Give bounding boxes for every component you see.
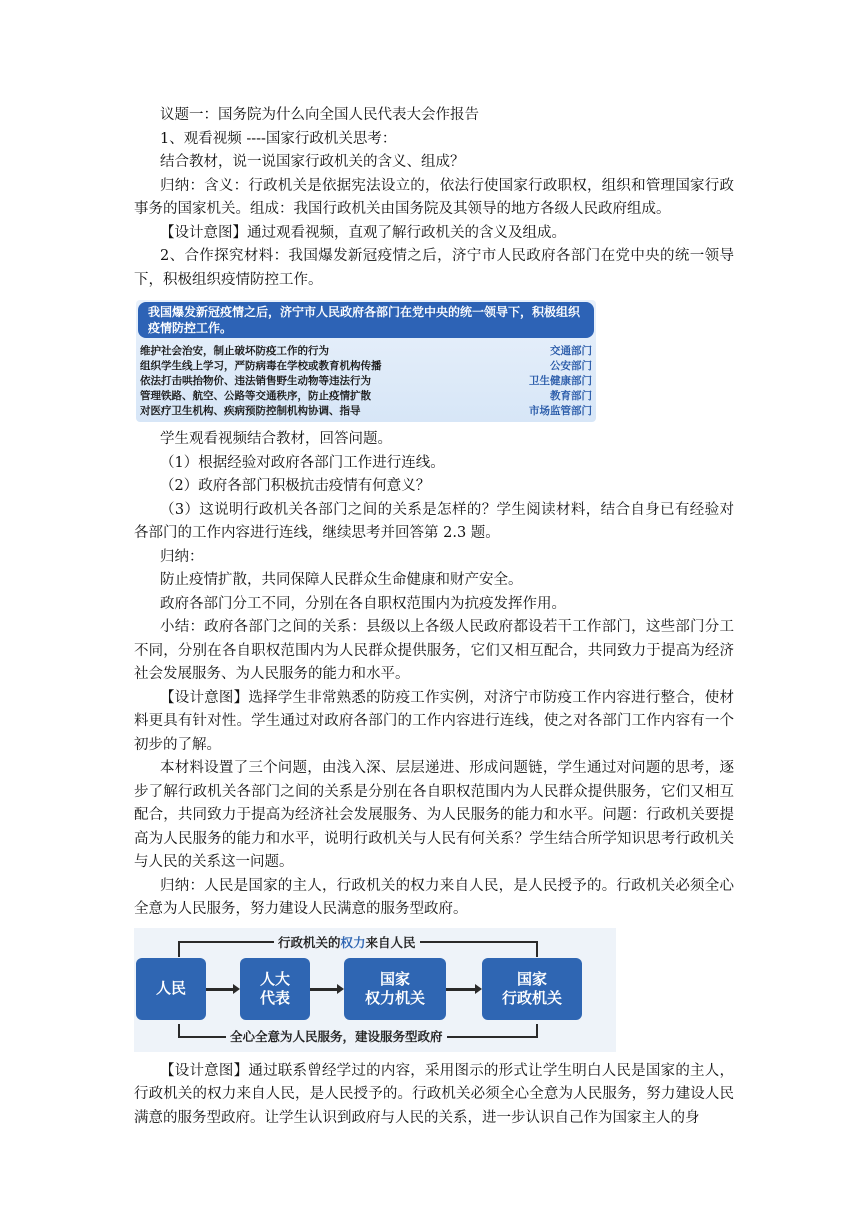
department-item: 公安部门 (550, 360, 592, 372)
paragraph: 政府各部门分工不同，分别在各自职权范围内为抗疫发挥作用。 (160, 595, 566, 612)
paragraph: 议题一：国务院为什么向全国人民代表大会作报告 (160, 107, 479, 123)
paragraph: （3）这说明行政机关各部门之间的关系是怎样的？学生阅读材料，结合自身已有经验对各部门的工作内容进行连线，继续思考并回答第 2.3 题。 (134, 501, 734, 541)
paragraph: 学生观看视频结合教材，回答问题。 (160, 431, 392, 447)
paragraph: 结合教材，说一说国家行政机关的含义、组成？ (160, 154, 465, 170)
figure1-row (140, 344, 592, 359)
top-label: 行政机关的权力来自人民 (274, 933, 420, 951)
paragraph: 归纳：人民是国家的主人，行政机关的权力来自人民，是人民授予的。行政机关必须全心全意为人民服务，努力建设人民满意的服务型政府。 (134, 877, 734, 917)
paragraph: （2）政府各部门积极抗击疫情有何意义？ (160, 478, 431, 494)
paragraph: 【设计意图】通过联系曾经学过的内容，采用图示的形式让学生明白人民是国家的主人，行政机关的权力来自人民，是人民授予的。行政机关必须全心全意为人民服务，努力建设人民满意的服务型政府。让学生认识到政府与人民的关系，进一步认识自己作为国家主人的身 (134, 1062, 734, 1126)
box-npc-deputies: 人大 代表 (240, 958, 310, 1020)
figure1-row (140, 359, 592, 374)
section-a (134, 104, 734, 292)
document-page (134, 104, 734, 1130)
figure1-row (140, 389, 592, 404)
figure-department-matching (136, 300, 596, 422)
department-item: 交通部门 (550, 345, 592, 357)
paragraph: 小结：政府各部门之间的关系：县级以上各级人民政府都设若干工作部门，这些部门分工不同，分别在各自职权范围内为人民群众提供服务，它们又相互配合，共同致力于提高为经济社会发展服务、为人民服务的能力和水平。 (134, 619, 734, 682)
paragraph: （1）根据经验对政府各部门工作进行连线。 (160, 454, 445, 471)
paragraph: 【设计意图】选择学生非常熟悉的防疫工作实例，对济宁市防疫工作内容进行整合，使材料更具有针对性。学生通过对政府各部门的工作内容进行连线，使之对各部门工作内容有一个初步的了解。 (134, 689, 734, 753)
paragraph: 防止疫情扩散，共同保障人民群众生命健康和财产安全。 (160, 572, 523, 588)
section-c (134, 1060, 734, 1131)
paragraph: 归纳：含义：行政机关是依据宪法设立的，依法行使国家行政职权，组织和管理国家行政事务的国家机关。组成：我国行政机关由国务院及其领导的地方各级人民政府组成。 (134, 177, 734, 217)
work-item: 管理铁路、航空、公路等交通秩序，防止疫情扩散 (140, 390, 371, 402)
bottom-label: 全心全意为人民服务，建设服务型政府 (226, 1027, 447, 1045)
paragraph: 【设计意图】通过观看视频，直观了解行政机关的含义及组成。 (160, 224, 566, 241)
work-item: 依法打击哄抬物价、违法销售野生动物等违法行为 (140, 375, 371, 387)
figure-power-diagram (134, 928, 616, 1052)
section-b (134, 428, 734, 922)
box-people: 人民 (136, 958, 206, 1020)
department-item: 教育部门 (550, 390, 592, 402)
paragraph: 归纳： (160, 548, 204, 565)
box-state-power-organ: 国家 权力机关 (344, 958, 446, 1020)
figure1-header: 我国爆发新冠疫情之后，济宁市人民政府各部门在党中央的统一领导下，积极组织疫情防控工作。 (138, 302, 594, 338)
department-item: 市场监管部门 (529, 405, 592, 417)
figure1-row (140, 374, 592, 389)
arrow-right-icon (310, 988, 338, 991)
arrow-right-icon (206, 988, 234, 991)
paragraph: 本材料设置了三个问题，由浅入深、层层递进、形成问题链，学生通过对问题的思考，逐步了解行政机关各部门之间的关系是分别在各自职权范围内为人民群众提供服务，它们又相互配合，共同致力于提高为经济社会发展服务、为人民服务的能力和水平。问题：行政机关要提高为人民服务的能力和水平，说明行政机关与人民有何关系？学生结合所学知识思考行政机关与人民的关系这一问题。 (134, 760, 734, 870)
figure1-row (140, 404, 592, 419)
paragraph: 2、合作探究材料：我国爆发新冠疫情之后，济宁市人民政府各部门在党中央的统一领导下，积极组织疫情防控工作。 (134, 248, 734, 288)
work-item: 维护社会治安，制止破坏防疫工作的行为 (140, 345, 329, 357)
arrow-right-icon (446, 988, 476, 991)
box-state-administrative-organ: 国家 行政机关 (482, 958, 582, 1020)
paragraph: 1、观看视频 ----国家行政机关思考： (160, 130, 397, 147)
figure1-rows (140, 344, 592, 419)
work-item: 组织学生线上学习，严防病毒在学校或教育机构传播 (140, 360, 382, 372)
work-item: 对医疗卫生机构、疾病预防控制机构协调、指导 (140, 405, 361, 417)
department-item: 卫生健康部门 (529, 375, 592, 387)
